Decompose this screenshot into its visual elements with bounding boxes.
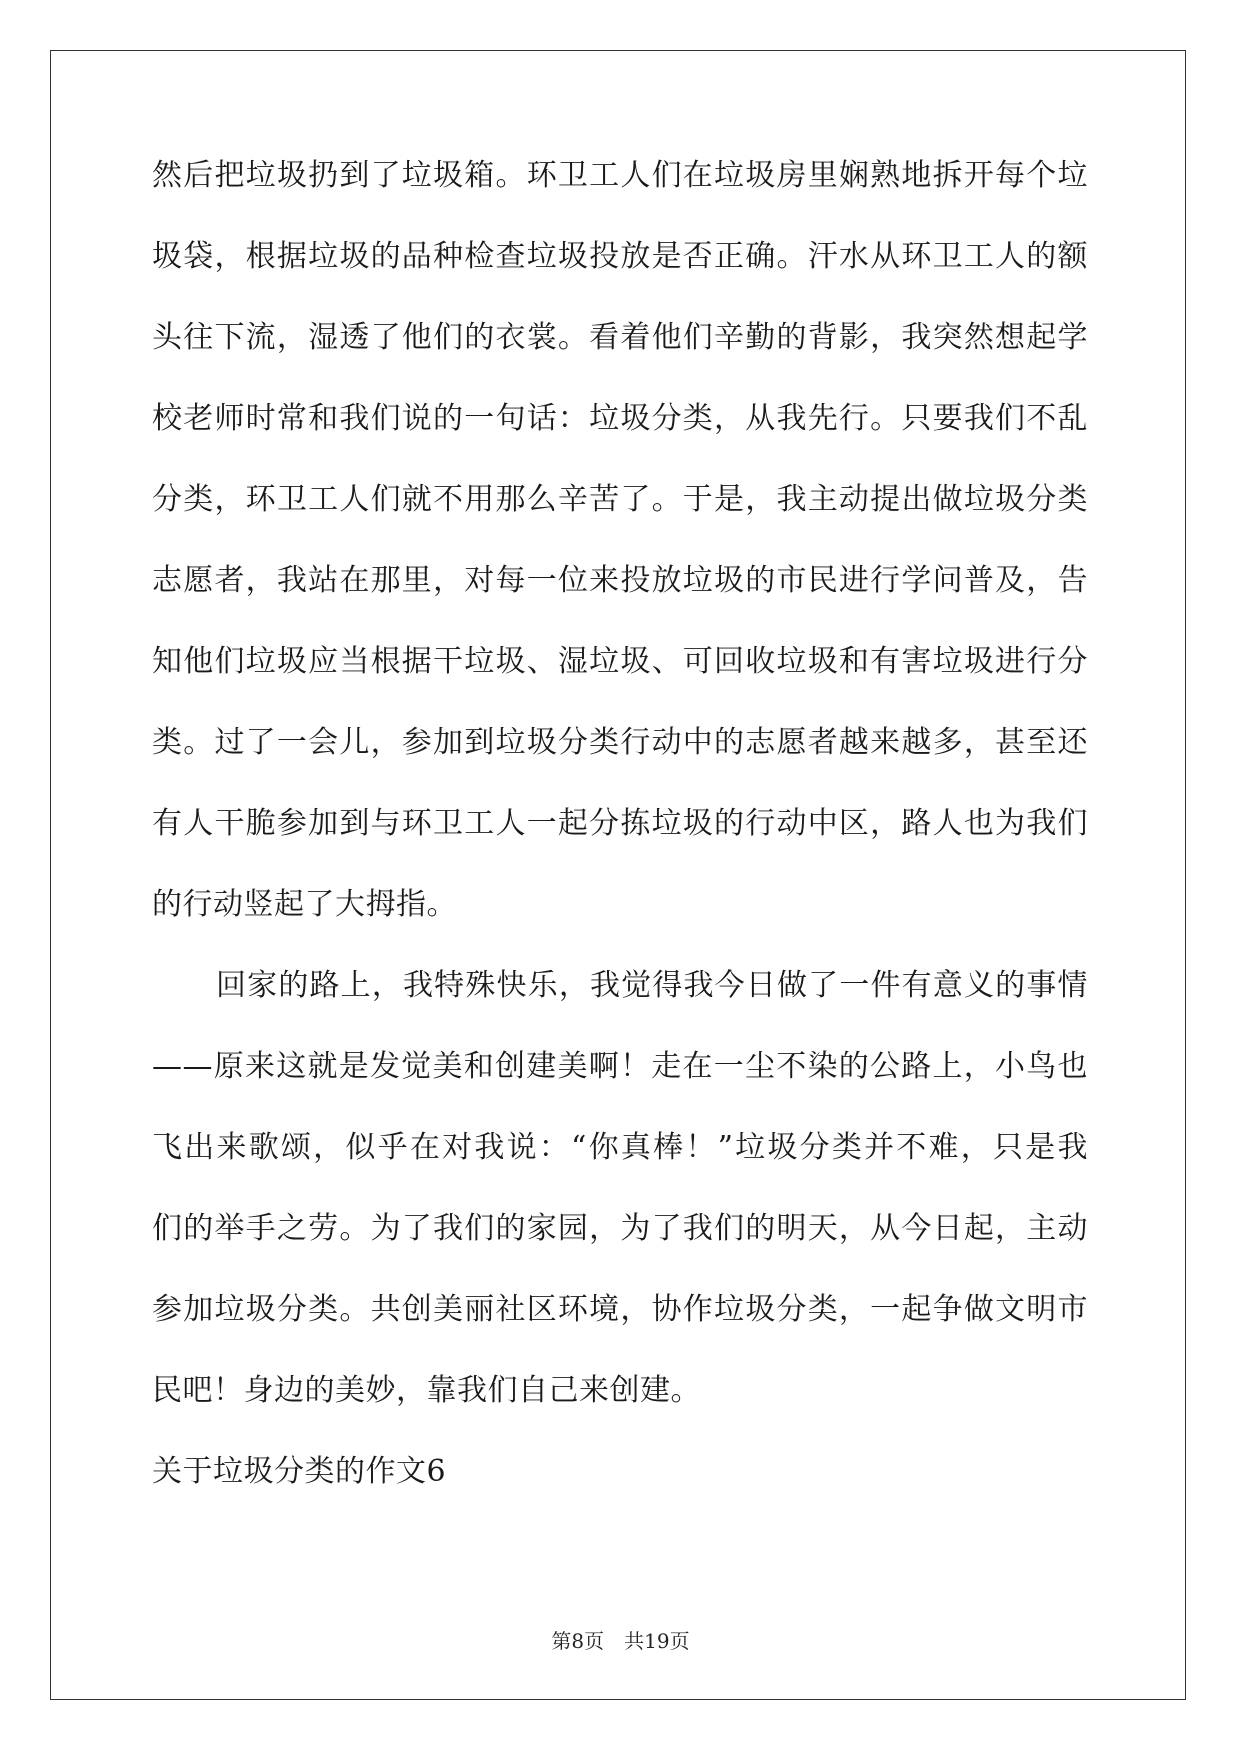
section-heading: 关于垃圾分类的作文6 [152, 1454, 447, 1489]
text-line: 民吧！身边的美妙，靠我们自己来创建。 [152, 1373, 701, 1408]
text-line: 参加垃圾分类。共创美丽社区环境，协作垃圾分类，一起争做文明市 [152, 1292, 1088, 1327]
text-line: 圾袋，根据垃圾的品种检查垃圾投放是否正确。汗水从环卫工人的额 [152, 239, 1088, 274]
text-line: 类。过了一会儿，参加到垃圾分类行动中的志愿者越来越多，甚至还 [152, 725, 1088, 760]
text-line: 知他们垃圾应当根据干垃圾、湿垃圾、可回收垃圾和有害垃圾进行分 [152, 644, 1088, 679]
text-line: 们的举手之劳。为了我们的家园，为了我们的明天，从今日起，主动 [152, 1211, 1088, 1246]
text-line: 分类，环卫工人们就不用那么辛苦了。于是，我主动提出做垃圾分类 [152, 482, 1088, 517]
document-body [152, 156, 1088, 1533]
paragraph-first-line: 回家的路上，我特殊快乐，我觉得我今日做了一件有意义的事情 [216, 968, 1088, 1003]
text-line: 有人干脆参加到与环卫工人一起分拣垃圾的行动中区，路人也为我们 [152, 806, 1088, 841]
text-line: 然后把垃圾扔到了垃圾箱。环卫工人们在垃圾房里娴熟地拆开每个垃 [152, 158, 1088, 193]
text-line: 的行动竖起了大拇指。 [152, 887, 457, 922]
text-line: 校老师时常和我们说的一句话：垃圾分类，从我先行。只要我们不乱 [152, 401, 1088, 436]
text-line: 志愿者，我站在那里，对每一位来投放垃圾的市民进行学问普及，告 [152, 563, 1088, 598]
page-number: 第8页 共19页 [551, 1629, 690, 1653]
text-line: ——原来这就是发觉美和创建美啊！走在一尘不染的公路上，小鸟也 [152, 1049, 1088, 1084]
text-line: 头往下流，湿透了他们的衣裳。看着他们辛勤的背影，我突然想起学 [152, 320, 1088, 355]
text-line: 飞出来歌颂，似乎在对我说：“你真棒！”垃圾分类并不难，只是我 [152, 1130, 1088, 1165]
